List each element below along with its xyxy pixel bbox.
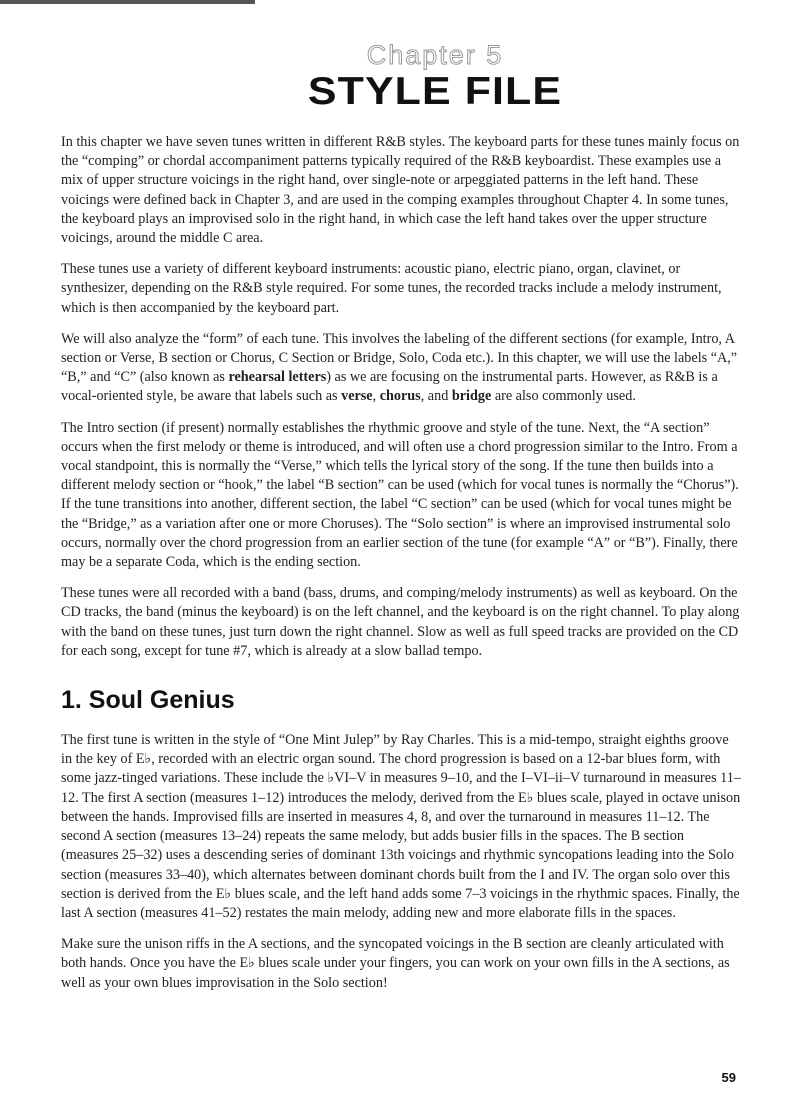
form-text-3: are also commonly used. <box>491 388 636 405</box>
paragraph-soul-genius: The first tune is written in the style of “One Mint Julep” by Ray Charles. This is a mid-tempo, straight eighths groove in the key of E♭, recorded with an electric organ sound. The chord progression is based on a 12-bar blues form, with some jazz-tinged variations. These include the ♭VI–V in measures 9–10, and the I–VI–ii–V turnaround in measures 11–12. The first A section (measures 1–12) introduces the melody, derived from the E♭ blues scale, played in octave unison between the hands. Improvised fills are inserted in measures 4, 8, and over the turnaround in measures 11–12. The second A section (measures 13–24) repeats the same melody, but adds busier fills in the spaces. The B section (measures 25–32) uses a descending series of dominant 13th voicings and rhythmic syncopations leading into the Solo section (measures 33–40), which alternates between dominant chords built from the I and IV. The organ solo over this section is derived from the E♭ blues scale, and the left hand adds some 7–3 voicings in the rhythmic spaces. Finally, the last A section (measures 41–52) restates the main melody, adding new and more elaborate fills in the spaces. <box>61 732 741 921</box>
form-sep-2: , and <box>420 388 452 405</box>
term-verse: verse <box>341 388 373 405</box>
term-chorus: chorus <box>379 388 421 405</box>
section-heading: 1. Soul Genius <box>61 686 235 715</box>
paragraph-instruments: These tunes use a variety of different keyboard instruments: acoustic piano, electric piano, organ, clavinet, or synthesizer, depending on the R&B style required. For some tunes, the recorded tracks include a melody instrument, which is then accompanied by the keyboard part. <box>61 261 722 316</box>
paragraph-sections: The Intro section (if present) normally establishes the rhythmic groove and style of the tune. Next, the “A section” occurs when the first melody or theme is introduced, and will often use a chord progression similar to the Intro. From a vocal standpoint, this is normally the “Verse,” which tells the lyrical story of the song. If the tune then builds into a different melody section or “hook,” the label “B section” can be used (which for vocal tunes is normally the “Chorus”). If the tune transitions into another, different section, the label “C section” can be used (which for vocal tunes might be the “Bridge,” as a variation after one or more Choruses). The “Solo section” is where an improvised instrumental solo occurs, normally over the chord progression from an earlier section of the tune (for example “A” or “B”). Finally, there may be a separate Coda, which is the ending section. <box>61 419 739 571</box>
page-number: 59 <box>721 1070 736 1085</box>
paragraph-intro: In this chapter we have seven tunes written in different R&B styles. The keyboard parts for these tunes mainly focus on the “comping” or chordal accompaniment patterns typically required of the R&B keyboardist. These examples use a mix of upper structure voicings in the right hand, over single-note or arpeggiated patterns in the left hand. These voicings were defined back in Chapter 3, and are used in the comping examples throughout Chapter 4. In some tunes, the keyboard plays an improvised solo in the right hand, in which case the left hand takes over the upper structure voicings, around the middle C area. <box>61 134 740 247</box>
form-text-2: ) as we are focusing on the instrumental parts. However, as R&B is a vocal-oriented style, be aware that labels such as <box>61 369 718 405</box>
chapter-label: Chapter 5 <box>366 40 504 70</box>
form-sep-1: , <box>372 388 380 405</box>
top-rule <box>0 0 255 4</box>
chapter-title: STYLE FILE <box>307 70 563 113</box>
paragraph-recording: These tunes were all recorded with a band (bass, drums, and comping/melody instruments) as well as keyboard. On the CD tracks, the band (minus the keyboard) is on the left channel, and the keyboard is on the right channel. To play along with the band on these tunes, just turn down the right channel. Slow as well as full speed tracks are provided on the CD for each song, except for tune #7, which is already at a slow ballad tempo. <box>61 585 740 659</box>
paragraph-practice-tips: Make sure the unison riffs in the A sections, and the syncopated voicings in the B section are cleanly articulated with both hands. Once you have the E♭ blues scale under your fingers, you can work on your own fills in the A sections, as well as your own blues improvisation in the Solo section! <box>61 936 730 991</box>
body-text <box>61 133 743 1005</box>
term-bridge: bridge <box>451 388 492 405</box>
term-rehearsal-letters: rehearsal letters <box>228 369 327 386</box>
form-text-1: We will also analyze the “form” of each tune. This involves the labeling of the different sections (for example, Intro, A section or Verse, B section or Chorus, C Section or Bridge, Solo, Coda etc.). In this chapter, we will use the labels “A,” “B,” and “C” (also known as <box>61 330 738 386</box>
paragraph-form <box>61 330 743 407</box>
